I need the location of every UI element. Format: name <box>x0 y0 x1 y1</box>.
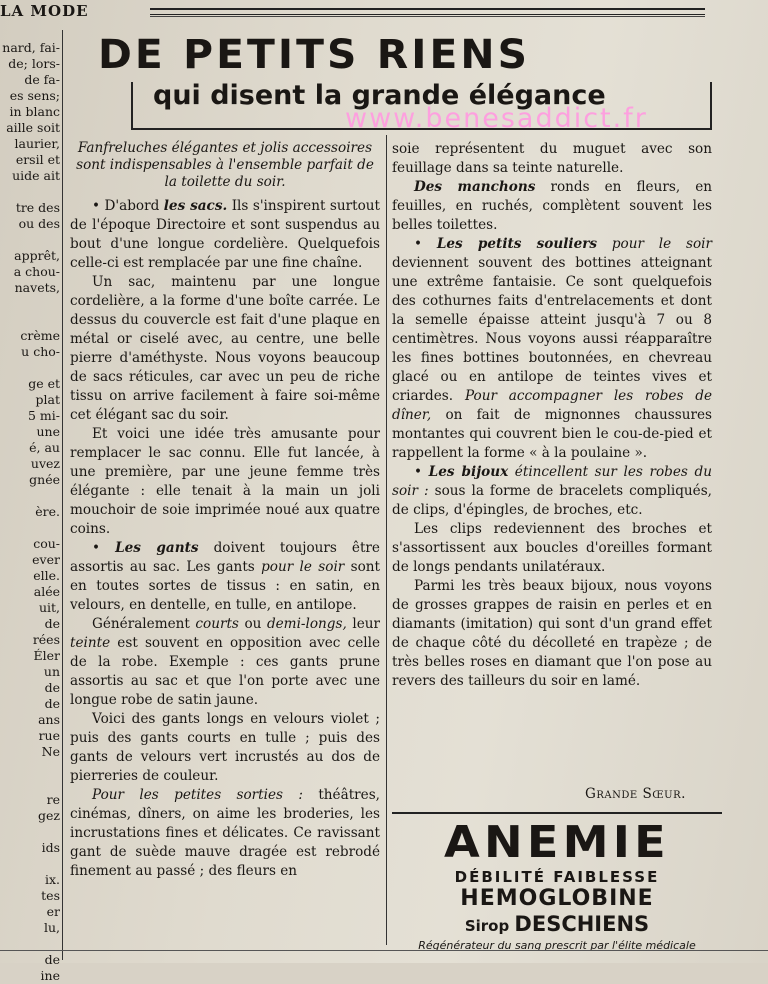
left-fragment: elle. <box>33 568 60 583</box>
left-fragment: nard, fai- <box>2 40 60 55</box>
article-column-1 <box>70 140 380 881</box>
left-fragment: ever <box>32 552 60 567</box>
article-title-main: DE PETITS RIENS <box>98 32 531 78</box>
text: ronds en fleurs, en feuilles, en ruchés, complètent souvent les belles toilettes. <box>392 179 712 233</box>
left-fragment: de; lors- <box>8 56 60 71</box>
paragraph-raisin: Parmi les très beaux bijoux, nous voyons de grosses grappes de raisin en perles et en diamants (imitation) qui sont d'un grand effet de chaque côté du décolleté en trapèze ; de très belles roses en diamant que l'on pose au revers des tailleurs du soir en lamé. <box>392 578 712 689</box>
left-fragment: gnée <box>29 472 60 487</box>
advert-title: ANEMIE <box>444 817 670 868</box>
left-fragment: de <box>44 952 60 967</box>
paragraph-velours: Voici des gants longs en velours violet ; puis des gants courts en tulle ; puis des gants de velours vert incrustés au dos de pierreries de couleur. <box>70 711 380 784</box>
left-fragment <box>0 856 60 872</box>
text: sont en toutes sortes de tissus : en satin, en velours, en dentelle, en tulle, en antilope. <box>70 559 381 613</box>
left-fragment: Ne <box>41 744 60 759</box>
keyword-manchons: Des manchons <box>414 179 536 195</box>
bullet: • <box>414 464 429 480</box>
left-fragment: Éler <box>33 648 60 663</box>
paragraph-sac-boite: Un sac, maintenu par une longue cordelière, a la forme d'une boîte carrée. Le dessus du couvercle est fait d'une plaque en métal or ciselé avec, au centre, une belle pierre d'améthyste. Nous voyons beaucoup de sacs réticules, car avec un peu de riche tissu on arrive facilement à faire soi-même cet élégant sac du soir. <box>70 274 380 423</box>
left-fragment <box>0 760 60 776</box>
left-fragment: apprêt, <box>14 248 60 263</box>
signature: Grande Sœur. <box>585 786 686 802</box>
keyword-sacs: les sacs. <box>163 198 228 214</box>
left-fragment <box>0 488 60 504</box>
left-fragment: tes <box>41 888 60 903</box>
left-fragment <box>0 232 60 248</box>
left-fragment: navets, <box>14 280 60 295</box>
left-fragment: une <box>36 424 60 439</box>
left-fragment: ère. <box>35 504 60 519</box>
bottom-rule <box>0 950 768 951</box>
italic-text: Pour accompagner les robes de dîner, <box>392 388 712 423</box>
keyword-bijoux: Les bijoux <box>428 464 509 480</box>
italic-text: pour le soir <box>597 236 712 252</box>
left-fragment: ids <box>41 840 60 855</box>
text: sous la forme de bracelets compliqués, de clips, d'épingles, de broches, etc. <box>392 483 712 518</box>
italic-text: étincellent sur les robes du soir : <box>392 464 712 499</box>
left-fragment <box>0 296 60 312</box>
left-fragment: 5 mi- <box>27 408 60 423</box>
text: est souvent en opposition avec celle de la robe. Exemple : ces gants prune assortis au sac et que l'on porte avec une longue robe de satin jaune. <box>70 635 380 708</box>
left-fragment: alée <box>33 584 60 599</box>
left-fragment: ersil et <box>15 152 60 167</box>
masthead: LA MODE <box>0 2 89 20</box>
left-fragment <box>0 520 60 536</box>
text: deviennent souvent des bottines atteignant une extrême fantaisie. Ce sont quelquefois des cothurnes faits d'entrelacements et dont la semelle épaisse atteint jusqu'à 7 ou 8 centimètres. Nous voyons aussi réapparaître les fines bottines boutonnées, en chevreau glacé ou en antilope de teintes vives et criardes. <box>392 255 712 404</box>
left-fragment: laurier, <box>14 136 60 151</box>
left-fragment: rue <box>38 728 60 743</box>
left-fragment <box>0 776 60 792</box>
paragraph-teinte <box>70 615 380 710</box>
paragraph-petites-sorties <box>70 786 380 881</box>
advert-tagline: Régénérateur du sang prescrit par l'élite médicale <box>418 939 696 952</box>
advertisement <box>392 818 722 958</box>
left-fragment: uit, <box>38 600 60 615</box>
text: ou <box>238 616 267 632</box>
left-fragment: in blanc <box>9 104 60 119</box>
article-title-sub: qui disent la grande élégance <box>153 80 606 111</box>
left-fragment: cou- <box>33 536 60 551</box>
advert-rule <box>392 812 722 814</box>
bullet: • <box>92 540 116 556</box>
text: on fait de mignonnes chaussures montantes qui couvrent bien le cou-de-pied et rappellent la forme « à la poulaine ». <box>392 407 712 461</box>
top-rule <box>150 8 705 15</box>
paragraph-muguet: soie représentent du muguet avec son feuillage dans sa teinte naturelle. <box>392 141 712 176</box>
left-fragment: uvez <box>30 456 60 471</box>
article-intro: Fanfreluches élégantes et jolis accessoires sont indispensables à l'ensemble parfait de la toilette du soir. <box>76 140 374 190</box>
italic-text: courts <box>195 616 239 632</box>
left-fragment: ine <box>40 968 60 983</box>
left-column-fragments <box>0 40 60 983</box>
left-fragment: de fa- <box>24 72 60 87</box>
left-fragment <box>0 184 60 200</box>
left-fragment: de <box>44 680 60 695</box>
text: Généralement <box>92 616 196 632</box>
paragraph-mouchoir: Et voici une idée très amusante pour remplacer le sac connu. Elle fut lancée, à une première, par une jeune femme très élégante : elle tenait à la main un joli mouchoir de soie imprimée noué aux quatre coins. <box>70 426 380 537</box>
left-fragment: ans <box>38 712 60 727</box>
article-column-2 <box>392 140 712 691</box>
left-fragment: aille soit <box>6 120 60 135</box>
left-fragment: plat <box>35 392 60 407</box>
left-fragment <box>0 312 60 328</box>
left-fragment: de <box>44 696 60 711</box>
left-fragment: a chou- <box>13 264 60 279</box>
paragraph-sacs <box>70 197 380 273</box>
keyword-gants: Les gants <box>115 540 199 556</box>
left-fragment <box>0 824 60 840</box>
advert-line: HEMOGLOBINE <box>460 886 654 911</box>
left-fragment: uide ait <box>12 168 60 183</box>
left-fragment: gez <box>38 808 60 823</box>
advert-product <box>392 912 722 939</box>
left-fragment: re <box>46 792 60 807</box>
paragraph-gants <box>70 539 380 615</box>
left-fragment: ou des <box>18 216 60 231</box>
bullet: • <box>414 236 437 252</box>
bullet: • D'abord <box>92 198 164 214</box>
italic-text: pour le soir <box>261 559 345 575</box>
paragraph-manchons <box>392 178 712 235</box>
left-fragment: u cho- <box>21 344 60 359</box>
italic-text: teinte <box>70 635 111 651</box>
italic-text: Pour les petites sorties : <box>92 787 303 803</box>
top-rule-thin <box>150 16 705 17</box>
left-fragment: é, au <box>29 440 60 455</box>
watermark-url: www.benesaddict.fr <box>345 103 648 134</box>
left-fragment: crème <box>20 328 60 343</box>
keyword-souliers: Les petits souliers <box>436 236 598 252</box>
text: Sirop <box>464 917 515 935</box>
italic-text: demi-longs, <box>266 616 347 632</box>
left-fragment: ix. <box>44 872 60 887</box>
left-fragment: ge et <box>28 376 60 391</box>
text: leur <box>346 616 380 632</box>
brand: DESCHIENS <box>514 912 650 936</box>
left-fragment: es sens; <box>9 88 60 103</box>
left-fragment: rées <box>32 632 60 647</box>
paragraph-clips: Les clips redeviennent des broches et s'assortissent aux boucles d'oreilles formant de longs pendants unilatéraux. <box>392 521 712 575</box>
left-fragment: de <box>44 616 60 631</box>
left-fragment: er <box>46 904 60 919</box>
left-fragment: lu, <box>43 920 60 935</box>
advert-line: DÉBILITÉ FAIBLESSE <box>454 868 660 886</box>
paragraph-souliers <box>392 235 712 463</box>
text: doivent toujours être assortis au sac. Les gants <box>70 540 380 575</box>
left-fragment <box>0 360 60 376</box>
text: Ils s'inspirent surtout de l'époque Directoire et sont suspendus au bout d'une longue cordelière. Quelquefois celle-ci est remplacée par une fine chaîne. <box>70 198 380 271</box>
column-divider-left <box>62 30 63 960</box>
paragraph-bijoux <box>392 463 712 520</box>
text: théâtres, cinémas, dîners, on aime les broderies, les incrustations fines et délicates. Ce ravissant gant de suède mauve dragée est rebrodé finement au passé ; des fleurs en <box>70 787 381 879</box>
left-fragment: tre des <box>15 200 60 215</box>
left-fragment: un <box>43 664 60 679</box>
